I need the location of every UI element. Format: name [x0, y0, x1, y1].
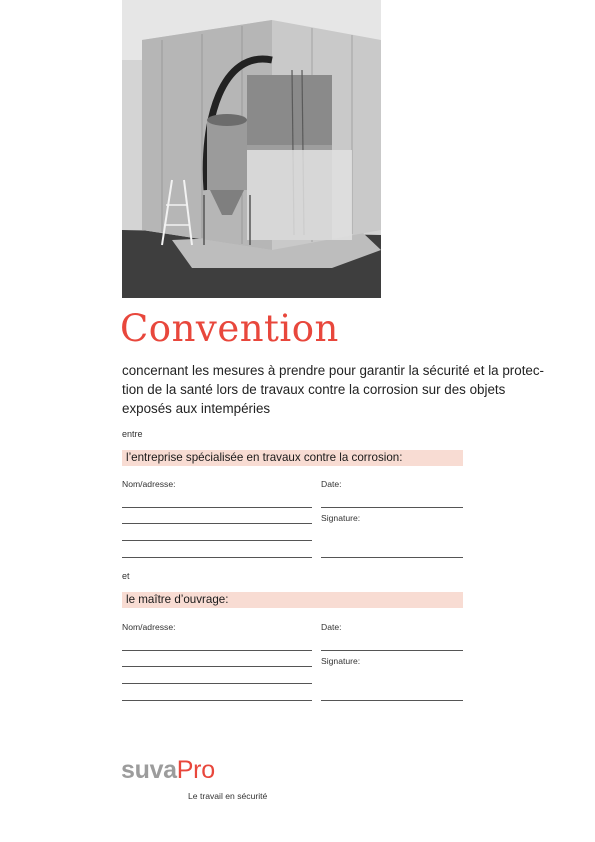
- party1-name-line-4[interactable]: [122, 557, 312, 558]
- party1-name-line-2[interactable]: [122, 523, 312, 524]
- cover-photo-illustration: [122, 0, 381, 298]
- party1-name-line-1[interactable]: [122, 507, 312, 508]
- party2-name-line-4[interactable]: [122, 700, 312, 701]
- brand-tagline: Le travail en sécurité: [188, 791, 268, 801]
- cover-photo: [122, 0, 381, 298]
- intro-line: exposés aux intempéries: [122, 401, 271, 416]
- party2-date-label: Date:: [321, 622, 342, 632]
- party2-heading: le maître d’ouvrage:: [126, 593, 229, 606]
- logo-suva: suva: [121, 756, 177, 784]
- party2-signature-line[interactable]: [321, 700, 463, 701]
- logo-pro: Pro: [176, 756, 215, 784]
- party1-name-label: Nom/adresse:: [122, 479, 176, 489]
- intro-text: [122, 361, 562, 418]
- party1-heading-bar: [122, 450, 463, 466]
- intro-line: concernant les mesures à prendre pour garantir la sécurité et la protec-: [122, 363, 545, 378]
- party1-name-line-3[interactable]: [122, 540, 312, 541]
- party2-name-label: Nom/adresse:: [122, 622, 176, 632]
- party1-date-label: Date:: [321, 479, 342, 489]
- party2-name-line-1[interactable]: [122, 650, 312, 651]
- party1-signature-label: Signature:: [321, 513, 361, 523]
- party2-signature-label: Signature:: [321, 656, 361, 666]
- intro-line: tion de la santé lors de travaux contre la corrosion sur des objets: [122, 382, 506, 397]
- party1-heading: l’entreprise spécialisée en travaux contre la corrosion:: [126, 451, 403, 464]
- between-label: entre: [122, 429, 143, 439]
- party2-name-line-2[interactable]: [122, 666, 312, 667]
- suvapro-logo: [121, 758, 215, 783]
- document-title: Convention: [120, 307, 339, 350]
- party1-date-line[interactable]: [321, 507, 463, 508]
- party2-name-line-3[interactable]: [122, 683, 312, 684]
- party1-signature-line[interactable]: [321, 557, 463, 558]
- party2-date-line[interactable]: [321, 650, 463, 651]
- party2-heading-bar: [122, 592, 463, 608]
- and-label: et: [122, 571, 130, 581]
